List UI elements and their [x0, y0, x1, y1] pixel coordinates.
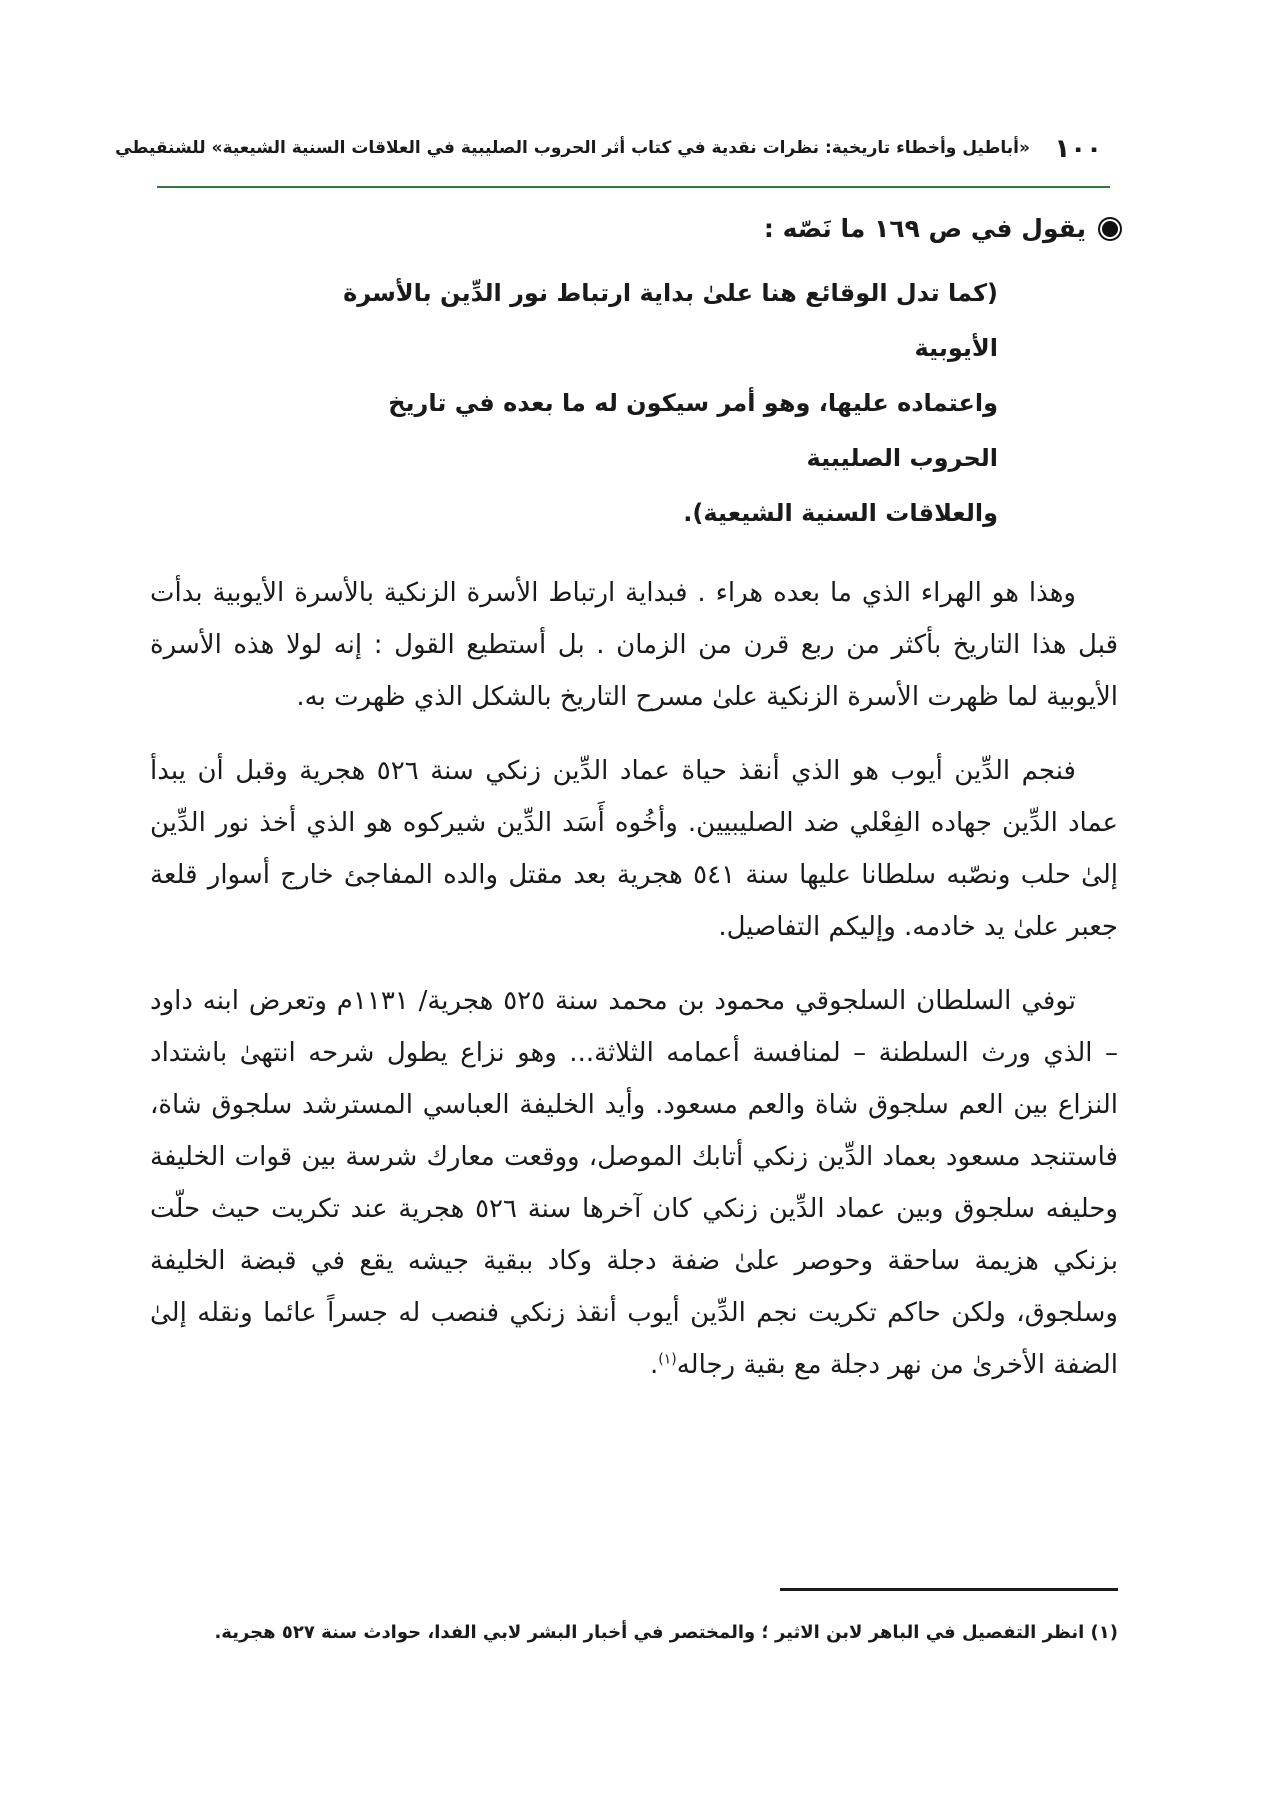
footnote-divider — [780, 1588, 1118, 1591]
quote-line: واعتماده عليها، وهو أمر سيكون له ما بعده في تاريخ الحروب الصليبية — [388, 389, 998, 472]
paragraph: وهذا هو الهراء الذي ما بعده هراء . فبداية ارتباط الأسرة الزنكية بالأسرة الأيوبية بدأت قبل هذا التاريخ بأكثر من ربع قرن من الزمان . بل أستطيع القول : إنه لولا هذه الأسرة الأيوبية لما ظهرت الأسرة الزنكية علىٰ مسرح التاريخ بالشكل الذي ظهرت به. — [150, 578, 1118, 712]
main-text — [150, 198, 1118, 1391]
header-divider — [157, 186, 1110, 188]
paragraph: فنجم الدِّين أيوب هو الذي أنقذ حياة عماد الدِّين زنكي سنة ٥٢٦ هجرية وقبل أن يبدأ عماد الدِّين جهاده الفِعْلي ضد الصليبيين. وأخُوه أَسَد الدِّين شيركوه هو الذي أخذ نور الدِّين إلىٰ حلب ونصّبه سلطانا عليها سنة ٥٤١ هجرية بعد مقتل والده المفاجئ خارج أسوار قلعة جعبر علىٰ يد خادمه. وإليكم التفاصيل. — [150, 756, 1118, 942]
footnote-reference[interactable]: (١) — [658, 1351, 677, 1368]
quote-intro-text: يقول في ص ١٦٩ ما نَصّه : — [763, 214, 1086, 243]
circle-bullet-icon — [1102, 221, 1118, 237]
paragraph — [150, 975, 1118, 1391]
quote-line: والعلاقات السنية الشيعية). — [683, 499, 998, 527]
block-quote — [150, 266, 998, 541]
paragraph-text: توفي السلطان السلجوقي محمود بن محمد سنة ٥٢٥ هجرية/ ١١٣١م وتعرض ابنه داود – الذي ورث السلطنة – لمنافسة أعمامه الثلاثة... وهو نزاع يطول شرحه انتهىٰ باشتداد النزاع بين العم سلجوق شاة والعم مسعود. وأيد الخليفة العباسي المسترشد سلجوق شاة، فاستنجد مسعود بعماد الدِّين زنكي أتابك الموصل، ووقعت معارك شرسة بين قوات الخليفة وحليفه سلجوق وبين عماد الدِّين زنكي كان آخرها سنة ٥٢٦ هجرية عند تكريت حيث حلّت بزنكي هزيمة ساحقة وحوصر علىٰ ضفة دجلة وكاد ببقية جيشه يقع في قبضة الخليفة وسلجوق، ولكن حاكم تكريت نجم الدِّين أيوب أنقذ زنكي فنصب له جسراً عائما ونقله إلىٰ الضفة الأخرىٰ من نهر دجلة مع بقية رجاله — [150, 986, 1118, 1380]
paragraph-end-punctuation: . — [649, 1350, 659, 1380]
quote-line: (كما تدل الوقائع هنا علىٰ بداية ارتباط نور الدِّين بالأسرة الأيوبية — [343, 279, 998, 362]
footnote: (١) انظر التفصيل في الباهر لابن الاثير ؛ والمختصر في أخبار البشر لابي الفدا، حوادث سنة ٥٢٧ هجرية. — [214, 1622, 1118, 1643]
quote-intro — [150, 204, 1118, 254]
running-header — [115, 132, 1110, 172]
running-title: «أباطيل وأخطاء تاريخية: نظرات نقدية في كتاب أثر الحروب الصليبية في العلاقات السنية الشيعية» للشنقيطي — [115, 138, 1030, 158]
page-number: ١٠٠ — [1054, 134, 1102, 164]
